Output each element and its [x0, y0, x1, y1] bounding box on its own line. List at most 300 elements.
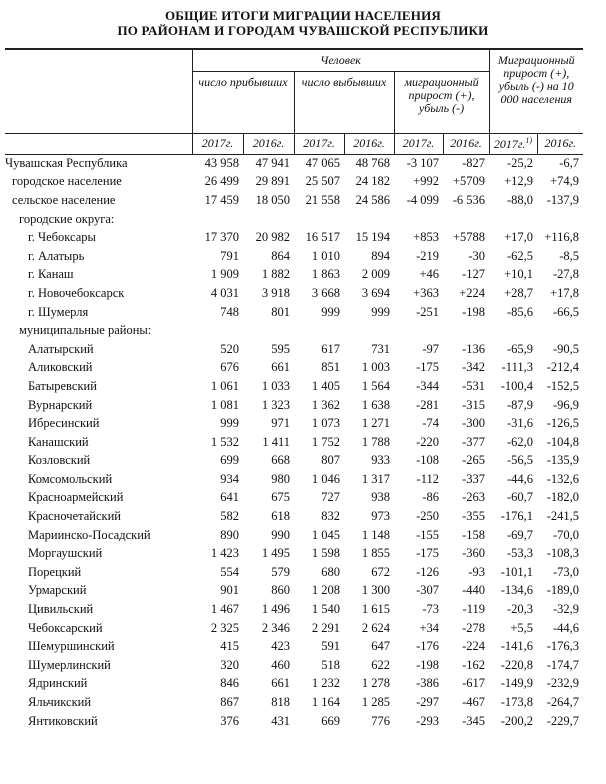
- arrivals-header: число прибывших: [192, 71, 294, 133]
- cell-m17: -250: [416, 509, 439, 524]
- row-name: городское население: [12, 174, 122, 189]
- cell-d17: 1 073: [311, 416, 340, 431]
- cell-r16: -108,3: [546, 546, 579, 561]
- cell-m16: -278: [462, 620, 485, 635]
- cell-r16: -96,9: [552, 397, 579, 412]
- cell-d17: 999: [321, 304, 340, 319]
- cell-a16: 20 982: [255, 230, 290, 245]
- table-row: [5, 210, 583, 229]
- cell-m16: -355: [462, 509, 485, 524]
- cell-m16: -127: [462, 267, 485, 282]
- table-row: [5, 340, 583, 359]
- cell-m16: +5788: [452, 230, 485, 245]
- cell-m16: [443, 210, 489, 229]
- cell-r17: -149,9: [500, 676, 533, 691]
- cell-d16: 1 003: [361, 360, 390, 375]
- persons-header: Человек: [192, 49, 489, 71]
- table-body: [5, 154, 583, 730]
- cell-d17: [294, 321, 344, 340]
- cell-d17: 3 668: [311, 285, 340, 300]
- table-row: [5, 600, 583, 619]
- migration-table: [5, 48, 583, 730]
- cell-a16: 431: [271, 713, 290, 728]
- cell-a16: 971: [271, 416, 290, 431]
- cell-a16: 47 941: [255, 156, 290, 171]
- row-name: Комсомольский: [28, 471, 113, 486]
- cell-r16: -44,6: [552, 620, 579, 635]
- cell-r17: -69,7: [506, 527, 533, 542]
- cell-r17: -100,4: [500, 378, 533, 393]
- cell-r17: +28,7: [504, 285, 533, 300]
- cell-d17: 47 065: [305, 156, 340, 171]
- cell-m17: -108: [416, 453, 439, 468]
- cell-a16: 990: [271, 527, 290, 542]
- cell-a16: 661: [271, 676, 290, 691]
- cell-d17: 1 540: [311, 602, 340, 617]
- cell-d16: 24 586: [355, 192, 390, 207]
- cell-d16: 1 148: [361, 527, 390, 542]
- cell-r17: -44,6: [506, 471, 533, 486]
- cell-d16: 1 788: [361, 434, 390, 449]
- rate-2017: [489, 133, 537, 154]
- row-name: Красноармейский: [28, 490, 124, 505]
- cell-a17: 846: [220, 676, 239, 691]
- cell-d16: 1 271: [361, 416, 390, 431]
- cell-a17: 1 467: [210, 602, 239, 617]
- row-name: г. Новочебоксарск: [28, 285, 125, 300]
- table-row: [5, 247, 583, 266]
- cell-d17: 680: [321, 564, 340, 579]
- cell-r16: -27,8: [552, 267, 579, 282]
- cell-m16: -617: [462, 676, 485, 691]
- cell-a17: 676: [220, 360, 239, 375]
- cell-r16: -182,0: [546, 490, 579, 505]
- cell-d17: 25 507: [305, 174, 340, 189]
- cell-d17: 832: [321, 509, 340, 524]
- cell-a17: 791: [220, 248, 239, 263]
- cell-a16: 1 495: [261, 546, 290, 561]
- cell-r17: -20,3: [506, 602, 533, 617]
- cell-m16: +5709: [452, 174, 485, 189]
- cell-m17: -344: [416, 378, 439, 393]
- migration-growth-header: миграционный прирост (+), убыль (-): [394, 71, 489, 133]
- table-row: [5, 507, 583, 526]
- cell-d16: 938: [371, 490, 390, 505]
- rate-2016: 2016г.: [537, 133, 583, 154]
- cell-m17: -97: [422, 341, 439, 356]
- cell-d16: 1 564: [361, 378, 390, 393]
- cell-d17: 21 558: [305, 192, 340, 207]
- cell-r17: -87,9: [506, 397, 533, 412]
- cell-a17: 4 031: [210, 285, 239, 300]
- cell-d17: 807: [321, 453, 340, 468]
- cell-r17: -62,5: [506, 248, 533, 263]
- cell-a16: 860: [271, 583, 290, 598]
- cell-a17: 376: [220, 713, 239, 728]
- cell-m16: -263: [462, 490, 485, 505]
- cell-r17: -53,3: [506, 546, 533, 561]
- cell-a16: 1 033: [261, 378, 290, 393]
- cell-a17: 1 061: [210, 378, 239, 393]
- table-row: [5, 321, 583, 340]
- cell-r16: -6,7: [559, 156, 579, 171]
- row-name: г. Чебоксары: [28, 230, 96, 245]
- cell-m17: -155: [416, 527, 439, 542]
- row-name: Чебоксарский: [28, 620, 103, 635]
- cell-d17: 1 752: [311, 434, 340, 449]
- cell-a17: 43 958: [204, 156, 239, 171]
- cell-m16: -158: [462, 527, 485, 542]
- cell-d16: 1 855: [361, 546, 390, 561]
- table-row: [5, 637, 583, 656]
- cell-m16: -265: [462, 453, 485, 468]
- cell-r17: -88,0: [506, 192, 533, 207]
- cell-d17: 1 164: [311, 695, 340, 710]
- row-name: Ибресинский: [28, 416, 100, 431]
- cell-r16: -32,9: [552, 602, 579, 617]
- row-name: Красночетайский: [28, 509, 121, 524]
- cell-m16: -467: [462, 695, 485, 710]
- cell-r17: +10,1: [504, 267, 533, 282]
- cell-a17: 1 909: [210, 267, 239, 282]
- cell-m17: -175: [416, 360, 439, 375]
- row-name: г. Алатырь: [28, 248, 85, 263]
- cell-a16: 675: [271, 490, 290, 505]
- cell-m16: -342: [462, 360, 485, 375]
- table-row: [5, 173, 583, 192]
- cell-m17: -74: [422, 416, 439, 431]
- cell-m17: -73: [422, 602, 439, 617]
- cell-a16: 980: [271, 471, 290, 486]
- cell-a16: 818: [271, 695, 290, 710]
- cell-d17: 1 010: [311, 248, 340, 263]
- cell-a16: 423: [271, 639, 290, 654]
- table-row: [5, 675, 583, 694]
- row-name: Вурнарский: [28, 397, 93, 412]
- row-name: Мариинско-Посадский: [28, 527, 151, 542]
- cell-r16: -212,4: [546, 360, 579, 375]
- row-name: Ядринский: [28, 676, 88, 691]
- departures-2017: 2017г.: [294, 133, 344, 154]
- cell-d16: 2 624: [361, 620, 390, 635]
- cell-m17: -126: [416, 564, 439, 579]
- cell-m16: -360: [462, 546, 485, 561]
- table-row: [5, 284, 583, 303]
- cell-r17: -134,6: [500, 583, 533, 598]
- cell-a16: 460: [271, 657, 290, 672]
- cell-m16: -531: [462, 378, 485, 393]
- cell-a17: 320: [220, 657, 239, 672]
- cell-r16: +17,8: [550, 285, 579, 300]
- cell-a16: [243, 210, 294, 229]
- cell-r17: -173,8: [500, 695, 533, 710]
- cell-m17: -293: [416, 713, 439, 728]
- cell-m16: -315: [462, 397, 485, 412]
- arrivals-2016: 2016г.: [243, 133, 294, 154]
- cell-m16: -30: [468, 248, 485, 263]
- cell-r16: [537, 321, 583, 340]
- table-row: [5, 489, 583, 508]
- cell-r16: -152,5: [546, 378, 579, 393]
- cell-r16: -132,6: [546, 471, 579, 486]
- table-row: [5, 693, 583, 712]
- table-row: [5, 303, 583, 322]
- cell-d17: 2 291: [311, 620, 340, 635]
- cell-m17: [394, 210, 443, 229]
- cell-a16: 18 050: [255, 192, 290, 207]
- cell-a16: 1 496: [261, 602, 290, 617]
- cell-m17: -112: [416, 471, 439, 486]
- cell-d17: 16 517: [305, 230, 340, 245]
- table-row: [5, 359, 583, 378]
- cell-r17: -101,1: [500, 564, 533, 579]
- cell-a17: 17 370: [204, 230, 239, 245]
- table-row: [5, 712, 583, 731]
- cell-d17: [294, 210, 344, 229]
- cell-a16: 1 411: [262, 434, 290, 449]
- table-row: [5, 526, 583, 545]
- cell-r17: -176,1: [500, 509, 533, 524]
- cell-d16: 933: [371, 453, 390, 468]
- cell-d17: 851: [321, 360, 340, 375]
- cell-r17: -111,3: [501, 360, 533, 375]
- cell-a16: 864: [271, 248, 290, 263]
- table-row: [5, 228, 583, 247]
- cell-m16: -345: [462, 713, 485, 728]
- cell-d16: [344, 321, 394, 340]
- cell-r17: -25,2: [506, 156, 533, 171]
- growth-2016: 2016г.: [443, 133, 489, 154]
- cell-m16: -136: [462, 341, 485, 356]
- cell-a16: 801: [271, 304, 290, 319]
- cell-m16: -300: [462, 416, 485, 431]
- cell-r16: +74,9: [550, 174, 579, 189]
- cell-m16: +224: [459, 285, 485, 300]
- cell-r16: -241,5: [546, 509, 579, 524]
- table-row: [5, 414, 583, 433]
- cell-r16: -174,7: [546, 657, 579, 672]
- cell-d16: 1 615: [361, 602, 390, 617]
- cell-d16: 1 317: [361, 471, 390, 486]
- cell-r16: -135,9: [546, 453, 579, 468]
- cell-m16: -224: [462, 639, 485, 654]
- table-row: [5, 191, 583, 210]
- cell-r17: +17,0: [504, 230, 533, 245]
- table-row: [5, 154, 583, 173]
- cell-d17: 1 045: [311, 527, 340, 542]
- cell-a17: 1 423: [210, 546, 239, 561]
- table-row: [5, 656, 583, 675]
- cell-m17: -251: [416, 304, 439, 319]
- cell-m17: -3 107: [406, 156, 439, 171]
- cell-a16: 29 891: [255, 174, 290, 189]
- cell-r17: -220,8: [500, 657, 533, 672]
- cell-d17: 1 232: [311, 676, 340, 691]
- cell-a16: 2 346: [261, 620, 290, 635]
- growth-2017: 2017г.: [394, 133, 443, 154]
- row-name: Янтиковский: [28, 713, 98, 728]
- cell-r17: -141,6: [500, 639, 533, 654]
- cell-d16: 776: [371, 713, 390, 728]
- departures-2016: 2016г.: [344, 133, 394, 154]
- table-row: [5, 452, 583, 471]
- cell-a16: 579: [271, 564, 290, 579]
- row-name: Моргаушский: [28, 546, 103, 561]
- cell-m17: -281: [416, 397, 439, 412]
- cell-m17: -307: [416, 583, 439, 598]
- cell-a16: 1 323: [261, 397, 290, 412]
- row-name: Батыревский: [28, 378, 97, 393]
- cell-r17: -62,0: [506, 434, 533, 449]
- cell-r17: -31,6: [506, 416, 533, 431]
- cell-d16: 15 194: [355, 230, 390, 245]
- cell-r17: [489, 321, 537, 340]
- departures-header: число выбывших: [294, 71, 394, 133]
- cell-m16: [443, 321, 489, 340]
- cell-a17: 520: [220, 341, 239, 356]
- cell-m17: -175: [416, 546, 439, 561]
- cell-m17: -86: [422, 490, 439, 505]
- cell-r16: -176,3: [546, 639, 579, 654]
- cell-a17: 748: [220, 304, 239, 319]
- cell-r16: -8,5: [559, 248, 579, 263]
- name-header: [5, 49, 192, 133]
- cell-d16: [344, 210, 394, 229]
- cell-a17: [192, 321, 243, 340]
- cell-d16: 1 300: [361, 583, 390, 598]
- cell-a17: 890: [220, 527, 239, 542]
- rate-2017-label: 2017г.: [493, 136, 526, 151]
- cell-m16: -93: [468, 564, 485, 579]
- cell-r17: -56,5: [506, 453, 533, 468]
- cell-d16: 973: [371, 509, 390, 524]
- cell-m17: +363: [413, 285, 439, 300]
- cell-a16: 3 918: [261, 285, 290, 300]
- cell-d16: 622: [371, 657, 390, 672]
- cell-a17: 999: [220, 416, 239, 431]
- cell-r16: +116,8: [544, 230, 579, 245]
- table-row: [5, 266, 583, 285]
- cell-a16: [243, 321, 294, 340]
- cell-a17: 582: [220, 509, 239, 524]
- cell-m17: [394, 321, 443, 340]
- cell-r17: [489, 210, 537, 229]
- cell-d16: 1 638: [361, 397, 390, 412]
- table-row: [5, 396, 583, 415]
- cell-r17: -200,2: [500, 713, 533, 728]
- cell-d16: 672: [371, 564, 390, 579]
- cell-m17: -386: [416, 676, 439, 691]
- cell-r16: -126,5: [546, 416, 579, 431]
- cell-m16: -198: [462, 304, 485, 319]
- row-name: Алатырский: [28, 341, 94, 356]
- cell-d17: 1 046: [311, 471, 340, 486]
- table-row: [5, 582, 583, 601]
- table-row: [5, 619, 583, 638]
- cell-m17: -219: [416, 248, 439, 263]
- cell-r16: -137,9: [546, 192, 579, 207]
- table-row: [5, 433, 583, 452]
- row-name: городские округа:: [19, 211, 115, 226]
- cell-m17: -297: [416, 695, 439, 710]
- cell-d16: 3 694: [361, 285, 390, 300]
- cell-m16: -827: [462, 156, 485, 171]
- title-line-2: ПО РАЙОНАМ И ГОРОДАМ ЧУВАШСКОЙ РЕСПУБЛИКИ: [117, 23, 489, 38]
- cell-r17: +12,9: [504, 174, 533, 189]
- row-name: г. Канаш: [28, 267, 74, 282]
- row-name: г. Шумерля: [28, 304, 89, 319]
- cell-r16: -229,7: [546, 713, 579, 728]
- cell-m17: +34: [419, 620, 439, 635]
- arrivals-2017: 2017г.: [192, 133, 243, 154]
- cell-r16: -66,5: [552, 304, 579, 319]
- cell-a17: 934: [220, 471, 239, 486]
- cell-d17: 1 598: [311, 546, 340, 561]
- cell-m17: +853: [413, 230, 439, 245]
- cell-r16: -232,9: [546, 676, 579, 691]
- row-name: Аликовский: [28, 360, 93, 375]
- cell-d17: 1 208: [311, 583, 340, 598]
- cell-d17: 1 863: [311, 267, 340, 282]
- cell-a16: 668: [271, 453, 290, 468]
- cell-a17: 901: [220, 583, 239, 598]
- cell-r17: -85,6: [506, 304, 533, 319]
- cell-a17: 554: [220, 564, 239, 579]
- row-name: Цивильский: [28, 602, 94, 617]
- row-name: Урмарский: [28, 583, 87, 598]
- row-name: Шемуршинский: [28, 639, 115, 654]
- cell-d17: 617: [321, 341, 340, 356]
- year-spacer: [5, 133, 192, 154]
- cell-m16: -6 536: [452, 192, 485, 207]
- cell-r16: -104,8: [546, 434, 579, 449]
- cell-a17: 1 532: [210, 434, 239, 449]
- cell-m17: -4 099: [406, 192, 439, 207]
- cell-m17: +992: [413, 174, 439, 189]
- cell-a17: [192, 210, 243, 229]
- cell-a17: 641: [220, 490, 239, 505]
- row-name: Шумерлинский: [28, 657, 111, 672]
- cell-d17: 669: [321, 713, 340, 728]
- title-line-1: ОБЩИЕ ИТОГИ МИГРАЦИИ НАСЕЛЕНИЯ: [165, 8, 441, 23]
- cell-d17: 518: [321, 657, 340, 672]
- cell-a17: 1 081: [210, 397, 239, 412]
- cell-r17: +5,5: [510, 620, 533, 635]
- table-row: [5, 544, 583, 563]
- row-name: Козловский: [28, 453, 91, 468]
- cell-d16: 1 285: [361, 695, 390, 710]
- cell-a17: 26 499: [204, 174, 239, 189]
- cell-d16: 2 009: [361, 267, 390, 282]
- cell-m17: -198: [416, 657, 439, 672]
- cell-d17: 1 362: [311, 397, 340, 412]
- cell-d16: 999: [371, 304, 390, 319]
- cell-d16: 894: [371, 248, 390, 263]
- cell-a16: 1 882: [261, 267, 290, 282]
- row-name: Яльчикский: [28, 695, 92, 710]
- cell-m17: -176: [416, 639, 439, 654]
- cell-a17: 699: [220, 453, 239, 468]
- cell-r16: -73,0: [552, 564, 579, 579]
- table-title: [0, 8, 606, 38]
- cell-a16: 595: [271, 341, 290, 356]
- cell-a16: 618: [271, 509, 290, 524]
- cell-m16: -162: [462, 657, 485, 672]
- table-row: [5, 377, 583, 396]
- table-row: [5, 470, 583, 489]
- row-name: Канашский: [28, 434, 89, 449]
- cell-m17: -220: [416, 434, 439, 449]
